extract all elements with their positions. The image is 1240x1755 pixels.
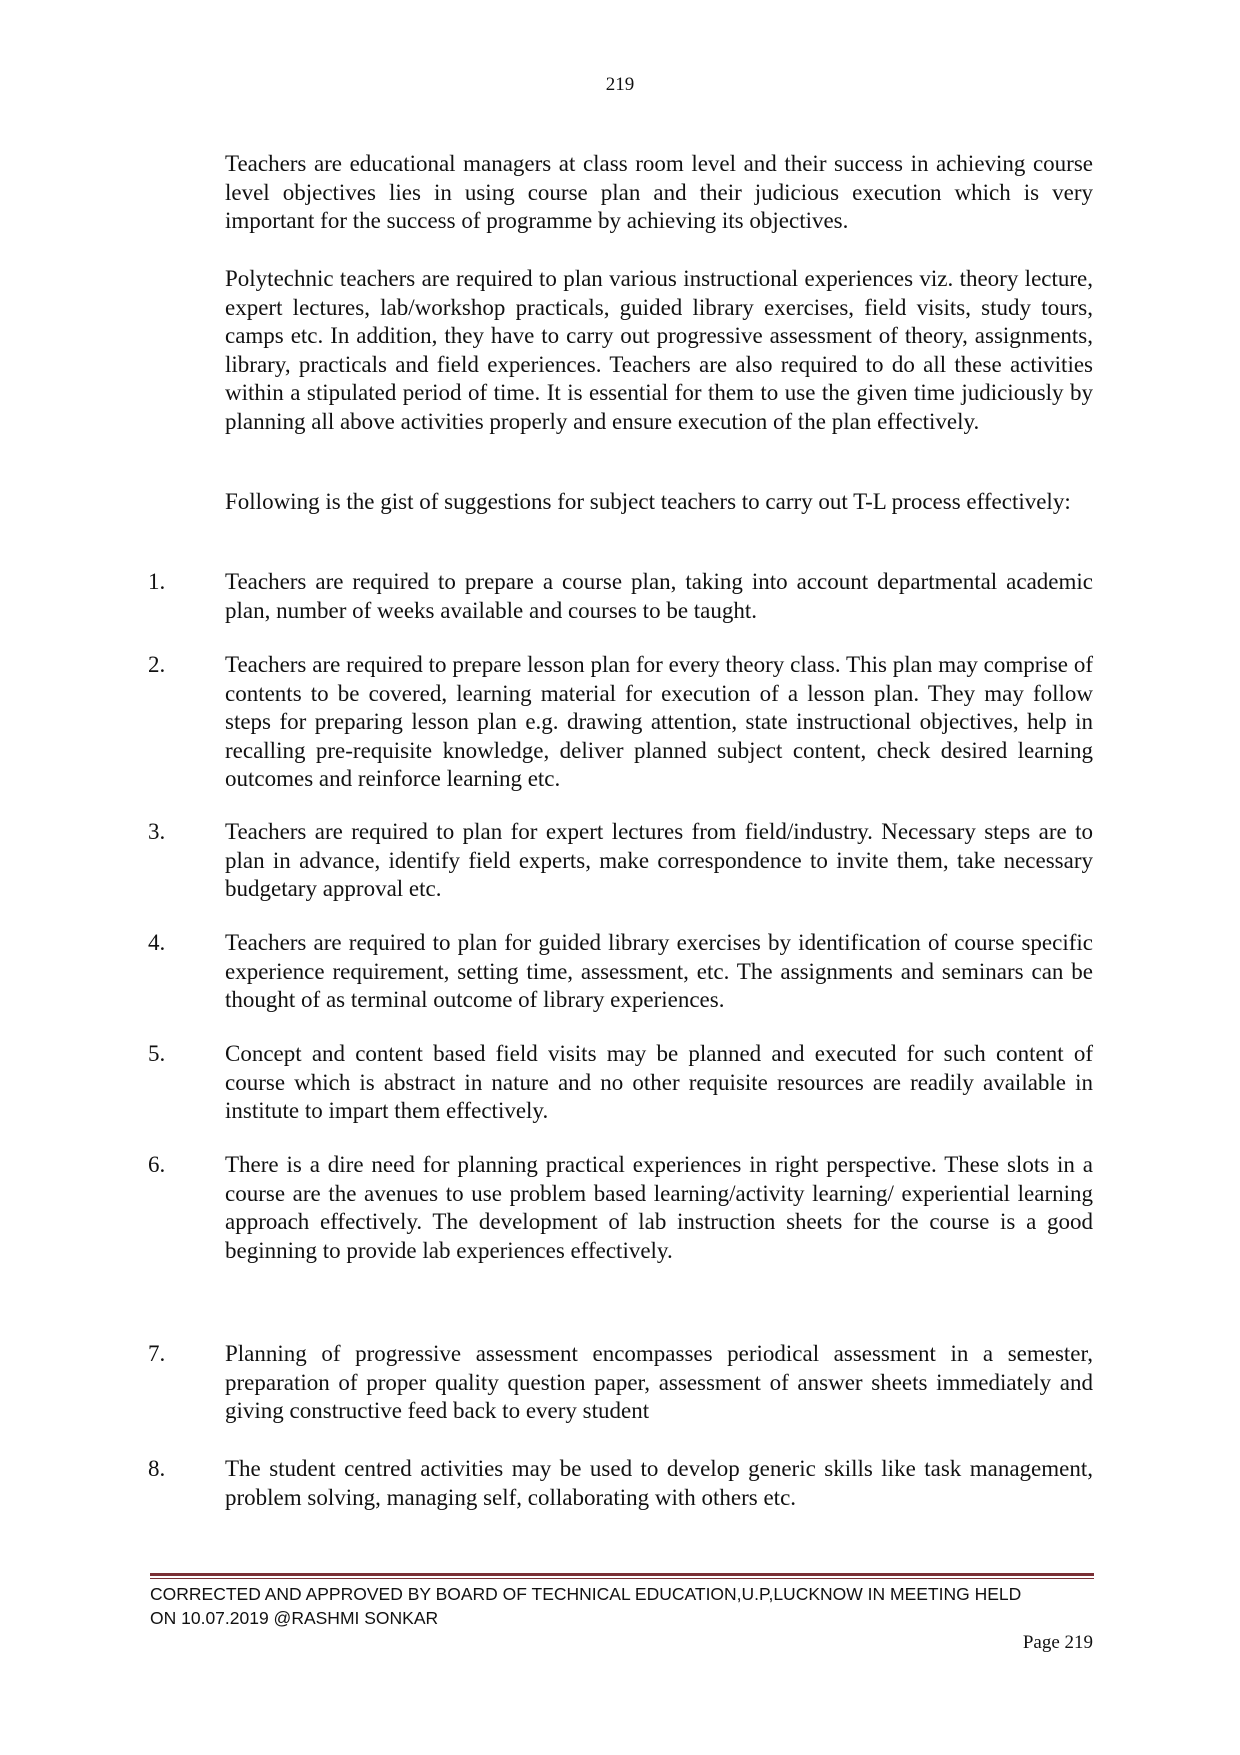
list-item-number: 5.	[148, 1041, 166, 1066]
list-item-number: 1.	[148, 569, 166, 594]
footer-page-number: Page 219	[1022, 1632, 1093, 1653]
list-item	[148, 1040, 1093, 1126]
list-item-text: Teachers are required to plan for guided library exercises by identification of course specific experience requirement, setting time, assessment, etc. The assignments and seminars can be thought of as terminal outcome of library experiences.	[225, 930, 1093, 1012]
list-item-number: 4.	[148, 930, 166, 955]
list-item	[148, 651, 1093, 794]
page-number-top: 219	[605, 74, 635, 95]
list-item-text: Teachers are required to prepare a course plan, taking into account departmental academic plan, number of weeks available and courses to be taught.	[225, 569, 1093, 623]
footer-divider	[150, 1573, 1094, 1576]
list-item	[148, 1455, 1093, 1512]
list-item	[148, 1151, 1093, 1265]
footer-approval-note	[150, 1582, 1094, 1630]
footer-approval-line-2: ON 10.07.2019 @RASHMI SONKAR	[150, 1608, 439, 1628]
list-item-number: 3.	[148, 819, 166, 844]
list-item-number: 7.	[148, 1341, 166, 1366]
list-item-number: 6.	[148, 1152, 166, 1177]
list-item-text: Concept and content based field visits may be planned and executed for such content of course which is abstract in nature and no other requisite resources are readily available in institute to impart them effectively.	[225, 1041, 1093, 1123]
list-item-text: Planning of progressive assessment encompasses periodical assessment in a semester, preparation of proper quality question paper, assessment of answer sheets immediately and giving constructive feed back to every student	[225, 1341, 1093, 1423]
intro-paragraph-1: Teachers are educational managers at class room level and their success in achieving course level objectives lies in using course plan and their judicious execution which is very important for the success of programme by achieving its objectives.	[225, 151, 1093, 233]
intro-paragraph-2: Polytechnic teachers are required to plan various instructional experiences viz. theory lecture, expert lectures, lab/workshop practicals, guided library exercises, field visits, study tours, camps etc. In addition, they have to carry out progressive assessment of theory, assignments, library, practicals and field experiences. Teachers are also required to do all these activities within a stipulated period of time. It is essential for them to use the given time judiciously by planning all above activities properly and ensure execution of the plan effectively.	[225, 266, 1093, 434]
list-item-text: The student centred activities may be used to develop generic skills like task management, problem solving, managing self, collaborating with others etc.	[225, 1456, 1093, 1510]
list-item-number: 2.	[148, 652, 166, 677]
intro-paragraph-3: Following is the gist of suggestions for subject teachers to carry out T-L process effectively:	[225, 489, 1071, 514]
footer-divider-thin	[150, 1578, 1094, 1579]
list-item	[148, 929, 1093, 1015]
list-item-text: Teachers are required to plan for expert lectures from field/industry. Necessary steps are to plan in advance, identify field experts, make correspondence to invite them, take necessary budgetary approval etc.	[225, 819, 1093, 901]
list-item-number: 8.	[148, 1456, 166, 1481]
list-item-text: Teachers are required to prepare lesson plan for every theory class. This plan may comprise of contents to be covered, learning material for execution of a lesson plan. They may follow steps for preparing lesson plan e.g. drawing attention, state instructional objectives, help in recalling pre-requisite knowledge, deliver planned subject content, check desired learning outcomes and reinforce learning etc.	[225, 652, 1093, 791]
list-item	[148, 818, 1093, 904]
list-item	[148, 568, 1093, 625]
list-item	[148, 1340, 1093, 1426]
footer-approval-line-1: CORRECTED AND APPROVED BY BOARD OF TECHNICAL EDUCATION,U.P,LUCKNOW IN MEETING HELD	[150, 1584, 1022, 1604]
list-item-text: There is a dire need for planning practical experiences in right perspective. These slots in a course are the avenues to use problem based learning/activity learning/ experiential learning approach effectively. The development of lab instruction sheets for the course is a good beginning to provide lab experiences effectively.	[225, 1152, 1093, 1263]
